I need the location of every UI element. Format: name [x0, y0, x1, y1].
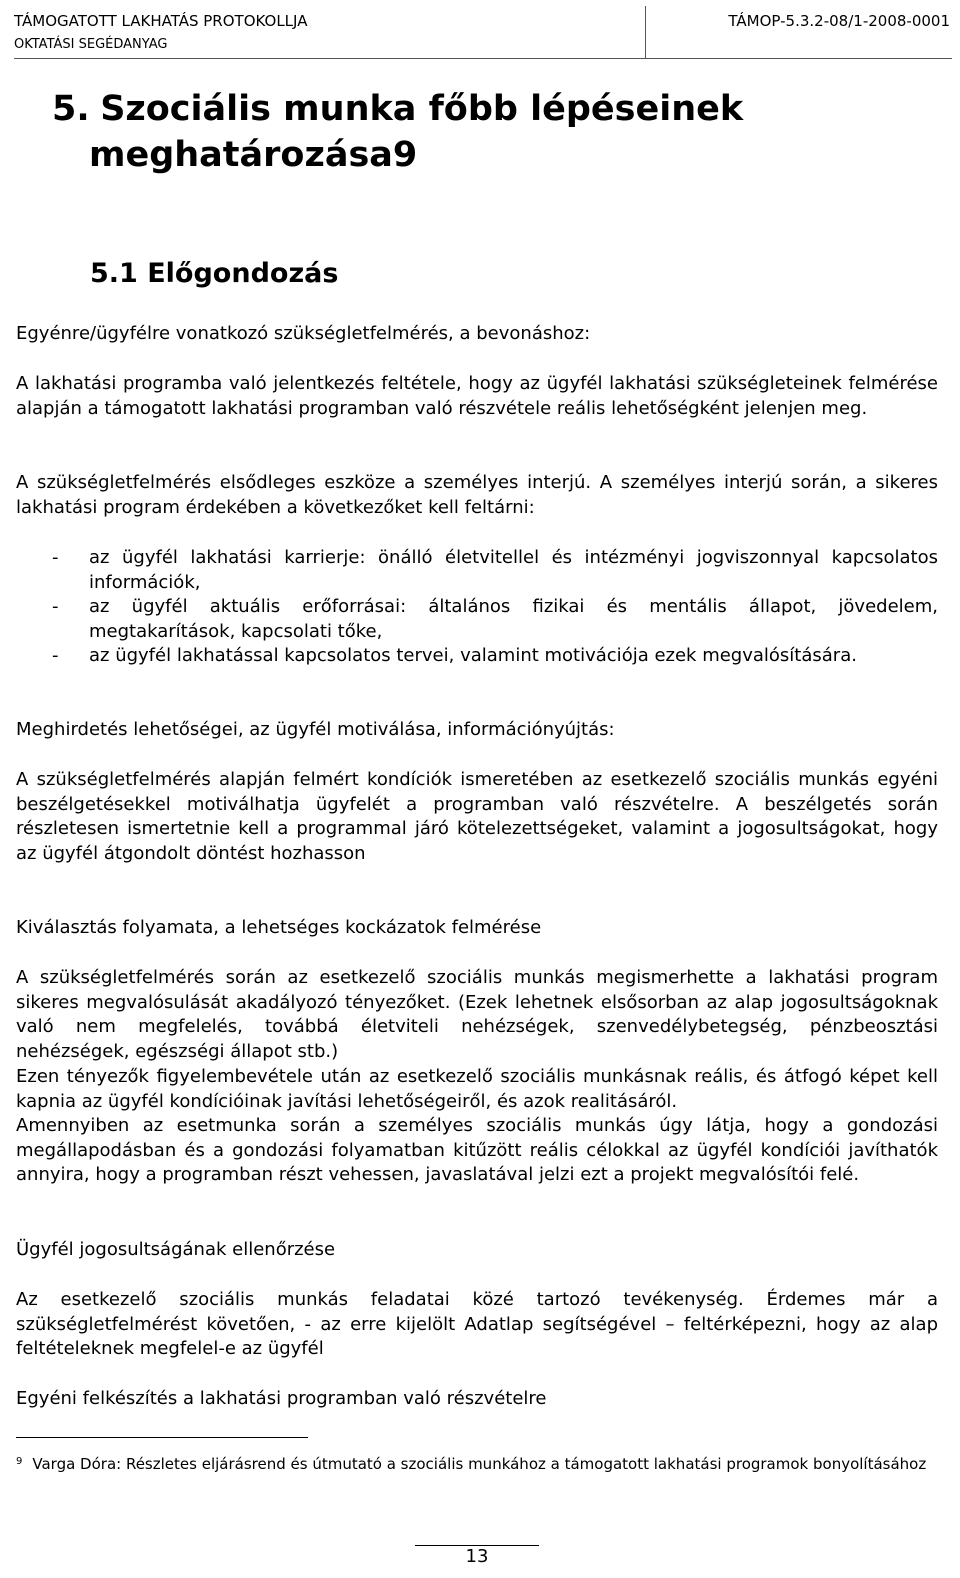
chapter-title: [52, 86, 912, 178]
header-subtitle: OKTATÁSI SEGÉDANYAG: [14, 37, 168, 52]
paragraph-eligibility-heading: Ügyfél jogosultságának ellenőrzése: [16, 1239, 336, 1260]
paragraph-overview: Ezen tényezők figyelembevétele után az esetkezelő szociális munkásnak reális, és átfogó képet kell kapnia az ügyfél kondícióinak javítási lehetőségeiről, és azok realitásáról.: [16, 1066, 938, 1112]
chapter-number: 5.: [52, 89, 90, 129]
list-item-text: az ügyfél aktuális erőforrásai: általános fizikai és mentális állapot, jövedelem, megtakarítások, kapcsolati tőke,: [89, 596, 938, 642]
paragraph-needs-assessment-heading: Egyénre/ügyfélre vonatkozó szükségletfelmérés, a bevonáshoz:: [16, 323, 591, 344]
page-number: 13: [465, 1546, 489, 1567]
list-item-text: az ügyfél lakhatási karrierje: önálló életvitellel és intézményi jogviszonnyal kapcsolatos információk,: [89, 547, 938, 593]
footnote: [16, 1454, 938, 1474]
paragraph-motivation: A szükségletfelmérés alapján felmért kondíciók ismeretében az esetkezelő szociális munkás egyéni beszélgetésekkel motiválhatja ügyfelét a programban való részvételre. A beszélgetés során részletesen ismertetnie kell a programmal járó kötelezettségeket, valamint a jogosultságokat, hogy az ügyfél átgondolt döntést hozhasson: [16, 769, 938, 864]
list-item: [52, 644, 938, 669]
paragraph-risk-factors: A szükségletfelmérés során az esetkezelő szociális munkás megismerhette a lakhatási program sikeres megvalósulását akadályozó tényezőket. (Ezek lehetnek elsősorban az alap jogosultságoknak való nem megfelelés, továbbá életviteli nehézségek, szenvedélybetegség, pénzbeosztási nehézségek, egészségi állapot stb.): [16, 967, 938, 1062]
chapter-title-line1: Szociális munka főbb lépéseinek: [100, 89, 744, 129]
list-item-text: az ügyfél lakhatással kapcsolatos tervei, valamint motivációja ezek megvalósítására.: [89, 645, 857, 667]
list-dash: -: [52, 547, 59, 568]
chapter-title-line2: meghatározása9: [89, 135, 418, 175]
footnote-text: Varga Dóra: Részletes eljárásrend és útmutató a szociális munkához a támogatott lakhatási programok bonyolításához: [32, 1455, 927, 1473]
list-dash: -: [52, 645, 59, 667]
section-title: 5.1 Előgondozás: [90, 258, 339, 289]
list-item: [52, 546, 938, 595]
paragraph-casework: Amennyiben az esetmunka során a személyes szociális munkás úgy látja, hogy a gondozási megállapodásban és a gondozási folyamatban kitűzött reális célokkal az ügyfél kondíciói javíthatók annyira, hogy a programban részt vehessen, javaslatával jelzi ezt a projekt megvalósítói felé.: [16, 1115, 938, 1186]
header-project-code: TÁMOP-5.3.2-08/1-2008-0001: [728, 12, 950, 30]
exploration-list: [52, 546, 938, 669]
paragraph-announcement-heading: Meghirdetés lehetőségei, az ügyfél motiválása, információnyújtás:: [16, 719, 615, 740]
list-item: [52, 595, 938, 644]
paragraph-selection-heading: Kiválasztás folyamata, a lehetséges kockázatok felmérése: [16, 917, 542, 938]
header-divider: [645, 6, 646, 58]
list-dash: -: [52, 596, 59, 618]
page-header: [14, 6, 952, 59]
footnote-marker: 9: [16, 1456, 23, 1467]
paragraph-interview: A szükségletfelmérés elsődleges eszköze a személyes interjú. A személyes interjú során, a sikeres lakhatási program érdekében a következőket kell feltárni:: [16, 472, 938, 518]
paragraph-application-condition: A lakhatási programba való jelentkezés feltétele, hogy az ügyfél lakhatási szükségleteinek felmérése alapján a támogatott lakhatási programban való részvétele reális lehetőségként jelenjen meg.: [16, 373, 938, 419]
header-title: TÁMOGATOTT LAKHATÁS PROTOKOLLJA: [14, 12, 308, 30]
footnote-separator: [16, 1437, 308, 1438]
paragraph-eligibility: Az esetkezelő szociális munkás feladatai közé tartozó tevékenység. Érdemes már a szükségletfelmérést követően, - az erre kijelölt Adatlap segítségével – feltérképezni, hogy az alap feltételeknek megfelel-e az ügyfél: [16, 1289, 938, 1360]
paragraph-preparation-heading: Egyéni felkészítés a lakhatási programban való részvételre: [16, 1388, 547, 1409]
